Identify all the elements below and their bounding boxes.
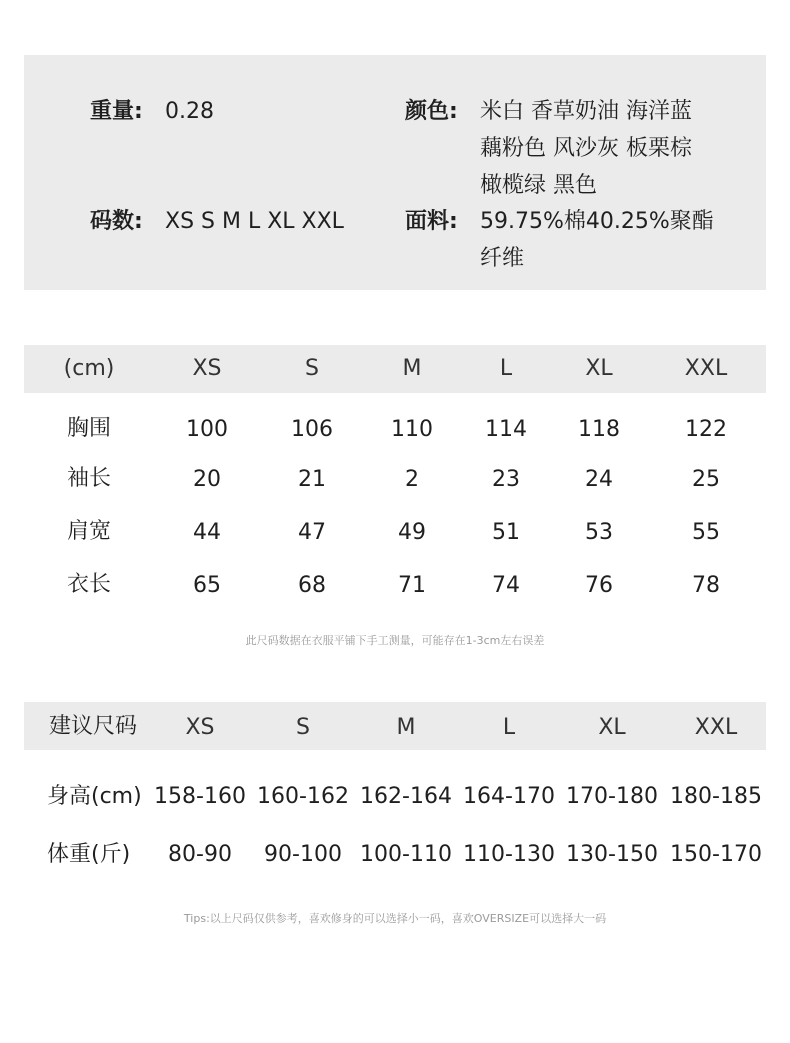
table-cell: 20 (193, 467, 221, 492)
table-cell: 100 (186, 417, 228, 442)
size-header-s: S (296, 715, 310, 740)
table-cell: 44 (193, 520, 221, 545)
fabric-label: 面料: (405, 209, 458, 234)
color-line: 米白 香草奶油 海洋蓝 (480, 99, 692, 124)
table-cell: 80-90 (168, 842, 232, 867)
size-value: XS S M L XL XXL (165, 209, 344, 234)
measure-note: 此尺码数据在衣服平铺下手工测量，可能存在1-3cm左右误差 (245, 634, 545, 647)
table-cell: 100-110 (360, 842, 452, 867)
table-cell: 122 (685, 417, 727, 442)
table-cell: 118 (578, 417, 620, 442)
weight-value: 0.28 (165, 99, 214, 124)
size-header-xl: XL (585, 356, 613, 381)
size-header-m: M (402, 356, 422, 381)
size-header-l: L (502, 715, 516, 740)
color-label: 颜色: (405, 99, 458, 124)
table-cell: 170-180 (566, 784, 658, 809)
size-header-xl: XL (598, 715, 626, 740)
row-label-height: 身高(cm) (47, 784, 142, 809)
table-cell: 49 (398, 520, 426, 545)
color-line: 橄榄绿 黑色 (480, 173, 597, 198)
table-cell: 180-185 (670, 784, 762, 809)
table-cell: 150-170 (670, 842, 762, 867)
size-header-l: L (499, 356, 513, 381)
table-cell: 162-164 (360, 784, 452, 809)
table-cell: 47 (298, 520, 326, 545)
suggest-title: 建议尺码 (49, 714, 138, 739)
weight-label: 重量: (90, 99, 143, 124)
table-cell: 74 (492, 573, 520, 598)
table-cell: 25 (692, 467, 720, 492)
size-header-s: S (305, 356, 319, 381)
size-header-xxl: XXL (684, 356, 728, 381)
size-header-m: M (396, 715, 416, 740)
table-cell: 53 (585, 520, 613, 545)
fabric-value (480, 203, 730, 277)
table-cell: 90-100 (264, 842, 342, 867)
table-cell: 21 (298, 467, 326, 492)
table-cell: 78 (692, 573, 720, 598)
row-label-shoulder: 肩宽 (66, 519, 112, 544)
size-label: 码数: (90, 209, 143, 234)
table-cell: 164-170 (463, 784, 555, 809)
table-cell: 23 (492, 467, 520, 492)
table-cell: 65 (193, 573, 221, 598)
size-header-xs: XS (185, 715, 215, 740)
row-label-weight: 体重(斤) (47, 842, 131, 867)
table-cell: 106 (291, 417, 333, 442)
table-cell: 158-160 (154, 784, 246, 809)
row-label-length: 衣长 (66, 572, 112, 597)
size-header-xs: XS (192, 356, 222, 381)
table-cell: 2 (405, 467, 419, 492)
unit-label: (cm) (63, 356, 115, 381)
fabric-line: 59.75%棉40.25%聚酯 (480, 209, 714, 234)
table-cell: 110 (391, 417, 433, 442)
row-label-chest: 胸围 (66, 416, 112, 441)
table-cell: 55 (692, 520, 720, 545)
table-cell: 51 (492, 520, 520, 545)
color-line: 藕粉色 风沙灰 板栗棕 (480, 136, 692, 161)
size-header-xxl: XXL (694, 715, 738, 740)
table-cell: 68 (298, 573, 326, 598)
table-cell: 76 (585, 573, 613, 598)
table-cell: 110-130 (463, 842, 555, 867)
table-cell: 71 (398, 573, 426, 598)
fabric-line: 纤维 (480, 246, 525, 271)
table-cell: 24 (585, 467, 613, 492)
table-cell: 160-162 (257, 784, 349, 809)
row-label-sleeve: 袖长 (66, 466, 112, 491)
tips-note: Tips:以上尺码仅供参考，喜欢修身的可以选择小一码，喜欢OVERSIZE可以选择大一码 (183, 912, 607, 925)
table-cell: 130-150 (566, 842, 658, 867)
table-cell: 114 (485, 417, 527, 442)
product-info-panel (24, 55, 766, 290)
measure-table-header (24, 345, 766, 393)
color-value (480, 93, 730, 204)
